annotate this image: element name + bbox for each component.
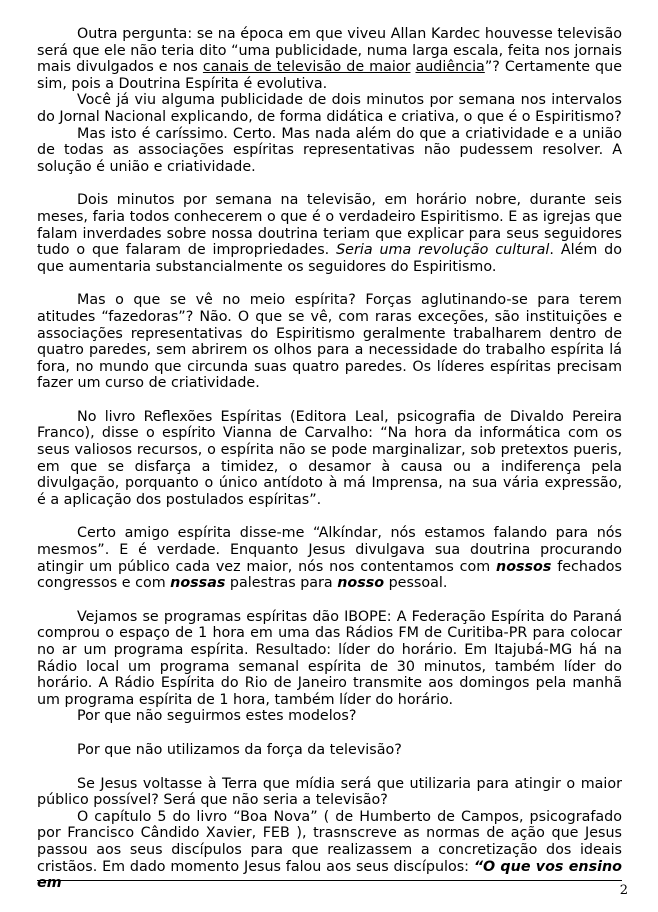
paragraph-2: Você já viu alguma publicidade de dois minutos por semana nos intervalos do Jornal Nacional explicando, de forma didática e criativa, o que é o Espiritismo? (37, 92, 622, 125)
paragraph-1: Outra pergunta: se na época em que viveu Allan Kardec houvesse televisão será que ele não teria dito “uma publicidade, numa larga escala, feita nos jornais mais divulgados e nos canais de televisão de maior audiência”? Certamente que sim, pois a Doutrina Espírita é evolutiva. (37, 26, 622, 92)
underlined-text: audiência (415, 59, 485, 76)
italic-text: Seria uma revolução cultural (336, 242, 550, 259)
paragraph-8: Vejamos se programas espíritas dão IBOPE: A Federação Espírita do Paraná comprou o espaço de 1 hora em uma das Rádios FM de Curitiba-PR para colocar no ar um programa espírita. Resultado: líder do horário. Em Itajubá-MG há na Rádio local um programa semanal espírita de 30 minutos, também líder do horário. A Rádio Espírita do Rio de Janeiro transmite aos domingos pela manhã um programa espírita de 1 hora, também líder do horário. (37, 608, 622, 708)
paragraph-9: Por que não seguirmos estes modelos? (77, 708, 357, 725)
paragraph-3: Mas isto é caríssimo. Certo. Mas nada além do que a criatividade e a união de todas as associações espíritas representativas não pudessem resolver. A solução é união e criatividade. (37, 125, 622, 175)
page-number: 2 (619, 883, 628, 898)
paragraph-4: Dois minutos por semana na televisão, em horário nobre, durante seis meses, faria todos conhecerem o que é o verdadeiro Espiritismo. E as igrejas que falam inverdades sobre nossa doutrina teriam que explicar para seus seguidores tudo o que falaram de impropriedades. Seria uma revolução cultural. Além do que aumentaria substancialmente os seguidores do Espiritismo. (37, 192, 622, 275)
paragraph-10: Por que não utilizamos da força da televisão? (77, 741, 402, 758)
paragraph-6: No livro Reflexões Espíritas (Editora Leal, psicografia de Divaldo Pereira Franco), disse o espírito Vianna de Carvalho: “Na hora da informática com os seus valiosos recursos, o espírita não se pode marginalizar, sob pretextos pueris, em que se disfarça a timidez, o desamor à causa ou a indiferença pela divulgação, porquanto o único antídoto à má Imprensa, na sua vária expressão, é a aplicação dos postulados espíritas”. (37, 408, 622, 508)
emphasis-text: nosso (337, 575, 385, 592)
body-text (37, 26, 622, 892)
underlined-text: canais de televisão de maior (202, 59, 411, 76)
emphasis-text: nossos (496, 558, 552, 575)
paragraph-5: Mas o que se vê no meio espírita? Forças aglutinando-se para terem atitudes “fazedoras”? Não. O que se vê, com raras exceções, são instituições e associações representativas do Espiritismo geralmente trabalharem dentro de quatro paredes, sem abrirem os olhos para a necessidade do trabalho espírita lá fora, no mundo que circunda suas quatro paredes. Os líderes espíritas precisam fazer um curso de criatividade. (37, 292, 622, 392)
paragraph-7: Certo amigo espírita disse-me “Alkíndar, nós estamos falando para nós mesmos”. E é verdade. Enquanto Jesus divulgava sua doutrina procurando atingir um público cada vez maior, nós nos contentamos com nossos fechados congressos e com nossas palestras para nosso pessoal. (37, 525, 622, 592)
emphasis-text: “O que vos ensino em (37, 858, 622, 892)
paragraph-11: Se Jesus voltasse à Terra que mídia será que utilizaria para atingir o maior público possível? Será que não seria a televisão? (37, 775, 622, 809)
paragraph-12: O capítulo 5 do livro “Boa Nova” ( de Humberto de Campos, psicografado por Francisco Cândido Xavier, FEB ), trasnscreve as normas de ação que Jesus passou aos seus discípulos para que realizassem a concretização dos ideais cristãos. Em dado momento Jesus falou aos seus discípulos: “O que vos ensino em (37, 808, 622, 892)
footer-rule (37, 880, 622, 881)
emphasis-text: nossas (170, 575, 226, 592)
